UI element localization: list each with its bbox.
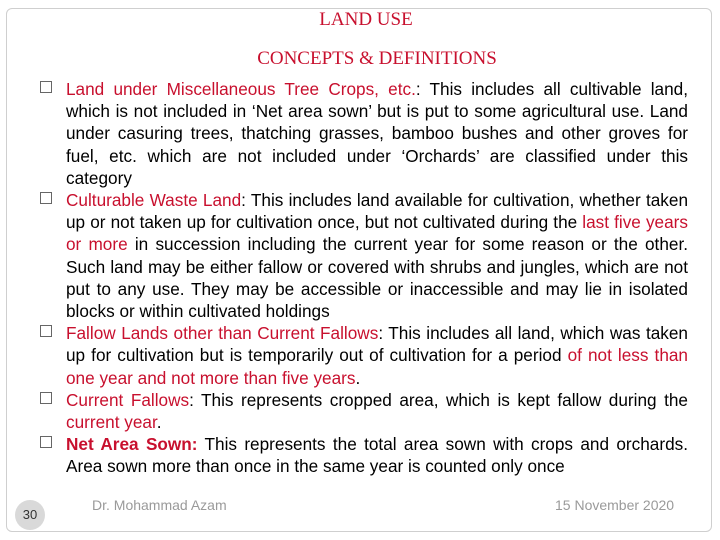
term-definition: : This includes all cultivable land, which is not included in ‘Net area sown’ but is put to some agricultural use. Land under casuring trees, thatching grasses, bamboo bushes and other groves for fuel, etc. which are not included under ‘Orchards’ are classified under this category [66, 79, 688, 188]
term-highlight: of not less than one year and not more than five years [66, 345, 688, 388]
term-heading: Culturable Waste Land [66, 190, 242, 211]
term-definition: : This includes all land, which was taken up for cultivation but is temporarily out of cultivation for a period [66, 323, 688, 366]
term-definition: . [156, 412, 162, 433]
list-item [40, 189, 688, 322]
slide-title: LAND USE [319, 9, 413, 30]
term-definition: This represents the total area sown with crops and orchards. Area sown more than once in the same year is counted only once [66, 434, 688, 477]
term-heading: Net Area Sown: [66, 434, 198, 455]
term-heading: Fallow Lands other than Current Fallows [66, 323, 379, 344]
term-highlight: last five years or more [66, 212, 688, 255]
square-bullet-icon [40, 325, 52, 337]
term-heading: Land under Miscellaneous Tree Crops, etc. [66, 79, 416, 99]
list-item [40, 433, 688, 477]
square-bullet-icon [40, 392, 52, 404]
list-item [40, 389, 688, 433]
term-definition: . [355, 367, 361, 388]
term-definition: : This includes land available for cultivation, whether taken up or not taken up for cultivation once, but not cultivated during the [66, 190, 688, 233]
slide-number-badge: 30 [15, 500, 45, 530]
slide-subtitle: CONCEPTS & DEFINITIONS [257, 48, 497, 69]
square-bullet-icon [40, 192, 52, 204]
footer-author: Dr. Mohammad Azam [92, 497, 227, 513]
term-definition: : This represents cropped area, which is kept fallow during the [189, 389, 688, 410]
list-item [40, 78, 688, 189]
term-highlight: current year [66, 412, 157, 433]
square-bullet-icon [40, 81, 52, 93]
list-item [40, 322, 688, 389]
definitions-list [40, 78, 688, 478]
term-heading: Current Fallows [66, 389, 190, 410]
footer-date: 15 November 2020 [555, 497, 675, 513]
term-definition: in succession including the current year for some reason or the other. Such land may be either fallow or covered with shrubs and jungles, which are not put to any use. They may be accessible or inaccessible and may lie in isolated blocks or within cultivated holdings [66, 234, 689, 322]
square-bullet-icon [40, 436, 52, 448]
